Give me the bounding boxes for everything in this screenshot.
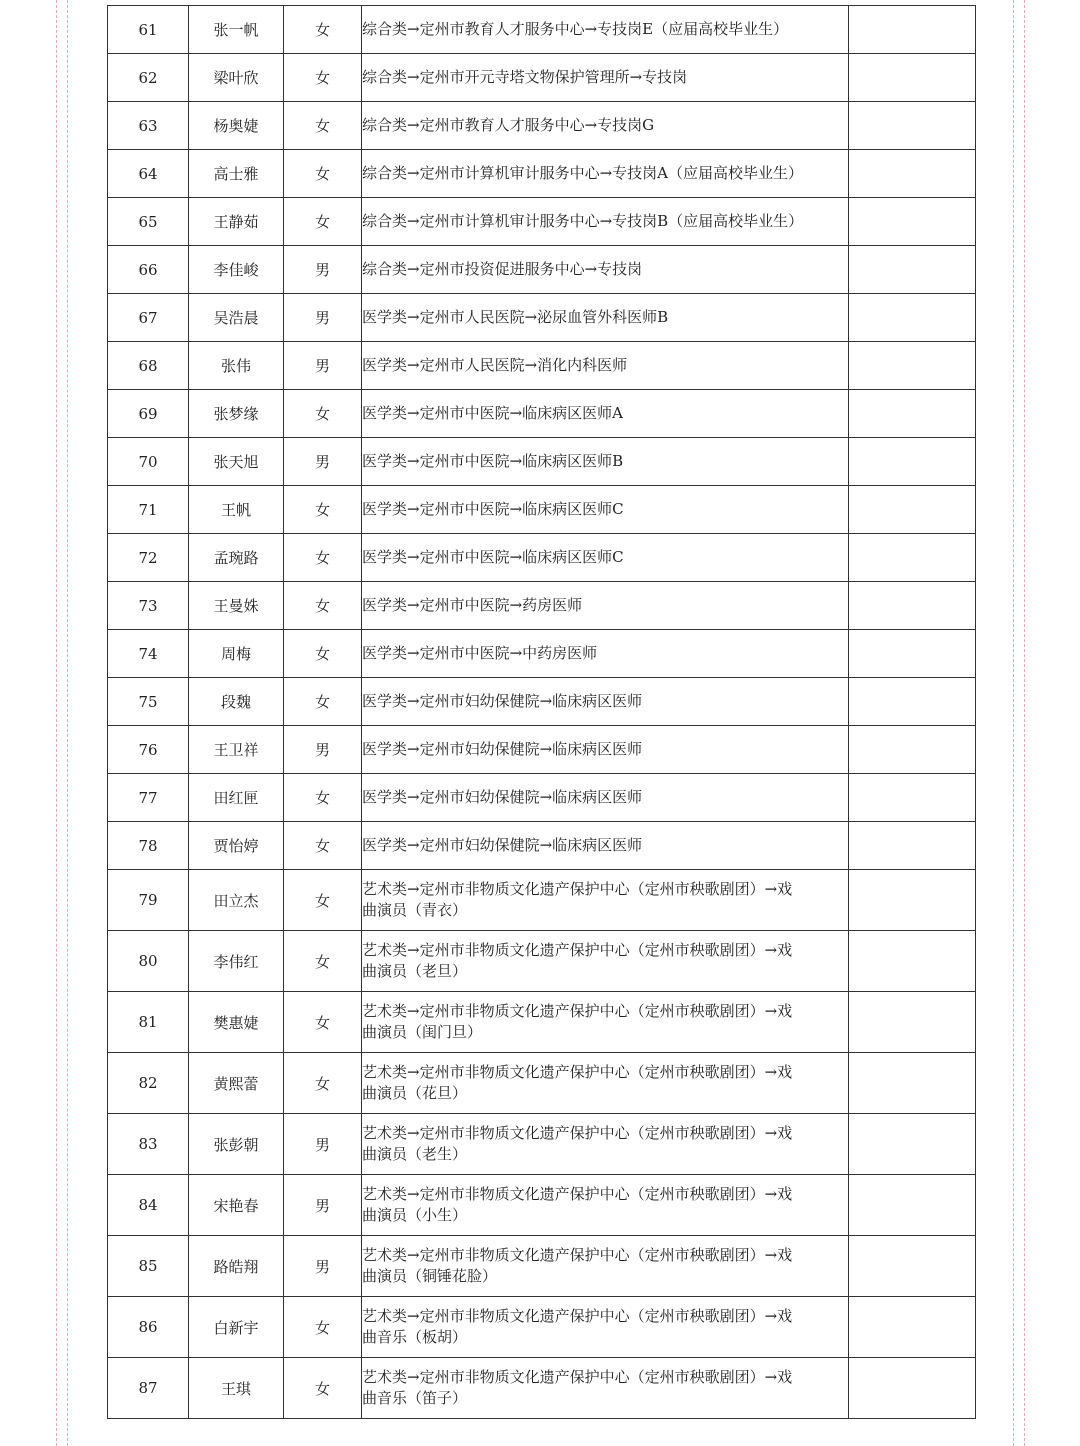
remarks-cell — [849, 678, 976, 726]
remarks-cell — [849, 726, 976, 774]
remarks-cell — [849, 54, 976, 102]
candidate-name: 杨奥婕 — [189, 102, 284, 150]
position-line: 医学类→定州市妇幼保健院→临床病区医师 — [362, 692, 643, 710]
table-row — [108, 992, 976, 1053]
position-cell — [362, 931, 849, 992]
position-line: 综合类→定州市投资促进服务中心→专技岗 — [362, 260, 643, 278]
table-row — [108, 1175, 976, 1236]
remarks-cell — [849, 1236, 976, 1297]
row-number: 73 — [108, 582, 189, 630]
row-number: 82 — [108, 1053, 189, 1114]
candidate-gender: 男 — [284, 1236, 362, 1297]
candidate-name: 李佳峻 — [189, 246, 284, 294]
candidate-name: 田立杰 — [189, 870, 284, 931]
position-line: 综合类→定州市教育人才服务中心→专技岗G — [362, 116, 655, 134]
candidate-name: 王卫祥 — [189, 726, 284, 774]
candidate-name: 段魏 — [189, 678, 284, 726]
position-cell — [362, 678, 849, 726]
table-row — [108, 1236, 976, 1297]
remarks-cell — [849, 534, 976, 582]
position-cell — [362, 1053, 849, 1114]
row-number: 78 — [108, 822, 189, 870]
candidate-name: 宋艳春 — [189, 1175, 284, 1236]
position-cell — [362, 294, 849, 342]
row-number: 77 — [108, 774, 189, 822]
row-number: 74 — [108, 630, 189, 678]
position-cell — [362, 438, 849, 486]
remarks-cell — [849, 931, 976, 992]
position-line: 综合类→定州市教育人才服务中心→专技岗E（应届高校毕业生） — [362, 20, 789, 38]
table-row — [108, 931, 976, 992]
remarks-cell — [849, 1114, 976, 1175]
candidate-name: 梁叶欣 — [189, 54, 284, 102]
row-number: 62 — [108, 54, 189, 102]
position-line: 医学类→定州市中医院→药房医师 — [362, 596, 583, 614]
candidate-gender: 男 — [284, 1114, 362, 1175]
remarks-cell — [849, 150, 976, 198]
row-number: 69 — [108, 390, 189, 438]
remarks-cell — [849, 630, 976, 678]
page-border-right — [1013, 0, 1025, 1446]
position-line: 医学类→定州市中医院→临床病区医师B — [362, 452, 624, 470]
position-line: 艺术类→定州市非物质文化遗产保护中心（定州市秧歌剧团）→戏 — [362, 1246, 793, 1264]
candidate-table-body — [108, 6, 976, 1419]
remarks-cell — [849, 774, 976, 822]
position-line: 综合类→定州市计算机审计服务中心→专技岗B（应届高校毕业生） — [362, 212, 804, 230]
position-cell — [362, 246, 849, 294]
position-cell — [362, 198, 849, 246]
row-number: 70 — [108, 438, 189, 486]
candidate-gender: 女 — [284, 486, 362, 534]
candidate-table — [107, 5, 976, 1419]
table-row — [108, 774, 976, 822]
candidate-gender: 女 — [284, 1297, 362, 1358]
position-cell — [362, 870, 849, 931]
remarks-cell — [849, 486, 976, 534]
table-row — [108, 582, 976, 630]
row-number: 86 — [108, 1297, 189, 1358]
candidate-gender: 女 — [284, 992, 362, 1053]
position-line: 艺术类→定州市非物质文化遗产保护中心（定州市秧歌剧团）→戏 — [362, 1368, 793, 1386]
candidate-gender: 女 — [284, 390, 362, 438]
table-row — [108, 1114, 976, 1175]
candidate-name: 路皓翔 — [189, 1236, 284, 1297]
position-line: 医学类→定州市人民医院→泌尿血管外科医师B — [362, 308, 669, 326]
candidate-gender: 男 — [284, 294, 362, 342]
position-cell — [362, 1236, 849, 1297]
row-number: 84 — [108, 1175, 189, 1236]
candidate-gender: 男 — [284, 726, 362, 774]
candidate-gender: 男 — [284, 1175, 362, 1236]
remarks-cell — [849, 1297, 976, 1358]
candidate-gender: 女 — [284, 150, 362, 198]
remarks-cell — [849, 6, 976, 54]
candidate-name: 王曼姝 — [189, 582, 284, 630]
candidate-name: 白新宇 — [189, 1297, 284, 1358]
table-row — [108, 534, 976, 582]
table-row — [108, 246, 976, 294]
candidate-name: 周梅 — [189, 630, 284, 678]
remarks-cell — [849, 582, 976, 630]
position-line: 综合类→定州市开元寺塔文物保护管理所→专技岗 — [362, 68, 688, 86]
candidate-gender: 女 — [284, 630, 362, 678]
position-line: 医学类→定州市中医院→临床病区医师C — [362, 548, 624, 566]
remarks-cell — [849, 390, 976, 438]
row-number: 68 — [108, 342, 189, 390]
table-row — [108, 438, 976, 486]
remarks-cell — [849, 992, 976, 1053]
candidate-gender: 女 — [284, 54, 362, 102]
remarks-cell — [849, 438, 976, 486]
candidate-gender: 女 — [284, 582, 362, 630]
remarks-cell — [849, 294, 976, 342]
candidate-name: 李伟红 — [189, 931, 284, 992]
remarks-cell — [849, 1175, 976, 1236]
table-row — [108, 486, 976, 534]
position-line: 曲音乐（笛子） — [362, 1389, 468, 1407]
position-line: 艺术类→定州市非物质文化遗产保护中心（定州市秧歌剧团）→戏 — [362, 1124, 793, 1142]
row-number: 80 — [108, 931, 189, 992]
position-line: 医学类→定州市妇幼保健院→临床病区医师 — [362, 836, 643, 854]
table-row — [108, 630, 976, 678]
candidate-gender: 女 — [284, 102, 362, 150]
position-line: 艺术类→定州市非物质文化遗产保护中心（定州市秧歌剧团）→戏 — [362, 1063, 793, 1081]
position-line: 艺术类→定州市非物质文化遗产保护中心（定州市秧歌剧团）→戏 — [362, 1307, 793, 1325]
candidate-gender: 男 — [284, 438, 362, 486]
candidate-name: 张彭朝 — [189, 1114, 284, 1175]
table-row — [108, 294, 976, 342]
table-row — [108, 822, 976, 870]
position-line: 医学类→定州市中医院→临床病区医师C — [362, 500, 624, 518]
row-number: 85 — [108, 1236, 189, 1297]
position-cell — [362, 992, 849, 1053]
position-cell — [362, 822, 849, 870]
candidate-gender: 女 — [284, 931, 362, 992]
position-line: 艺术类→定州市非物质文化遗产保护中心（定州市秧歌剧团）→戏 — [362, 880, 793, 898]
candidate-name: 王静茹 — [189, 198, 284, 246]
position-cell — [362, 102, 849, 150]
row-number: 81 — [108, 992, 189, 1053]
remarks-cell — [849, 1053, 976, 1114]
position-cell — [362, 486, 849, 534]
position-line: 医学类→定州市中医院→中药房医师 — [362, 644, 598, 662]
row-number: 61 — [108, 6, 189, 54]
remarks-cell — [849, 822, 976, 870]
candidate-gender: 女 — [284, 6, 362, 54]
candidate-name: 张伟 — [189, 342, 284, 390]
position-line: 曲演员（闺门旦） — [362, 1023, 483, 1041]
candidate-name: 黄熙蕾 — [189, 1053, 284, 1114]
position-cell — [362, 582, 849, 630]
candidate-name: 王琪 — [189, 1358, 284, 1419]
remarks-cell — [849, 870, 976, 931]
candidate-name: 张天旭 — [189, 438, 284, 486]
position-cell — [362, 1114, 849, 1175]
table-row — [108, 1358, 976, 1419]
candidate-gender: 女 — [284, 534, 362, 582]
candidate-name: 张梦缘 — [189, 390, 284, 438]
candidate-name: 王帆 — [189, 486, 284, 534]
position-cell — [362, 54, 849, 102]
remarks-cell — [849, 342, 976, 390]
table-row — [108, 390, 976, 438]
position-line: 医学类→定州市人民医院→消化内科医师 — [362, 356, 628, 374]
position-line: 曲演员（花旦） — [362, 1084, 468, 1102]
position-cell — [362, 1297, 849, 1358]
row-number: 65 — [108, 198, 189, 246]
position-cell — [362, 150, 849, 198]
candidate-name: 田红匣 — [189, 774, 284, 822]
candidate-gender: 女 — [284, 870, 362, 931]
position-cell — [362, 1358, 849, 1419]
table-row — [108, 6, 976, 54]
table-row — [108, 342, 976, 390]
position-line: 曲音乐（板胡） — [362, 1328, 468, 1346]
remarks-cell — [849, 198, 976, 246]
candidate-gender: 女 — [284, 774, 362, 822]
position-line: 曲演员（铜锤花脸） — [362, 1267, 498, 1285]
row-number: 75 — [108, 678, 189, 726]
table-row — [108, 198, 976, 246]
position-line: 曲演员（青衣） — [362, 901, 468, 919]
candidate-name: 张一帆 — [189, 6, 284, 54]
row-number: 72 — [108, 534, 189, 582]
row-number: 66 — [108, 246, 189, 294]
candidate-gender: 男 — [284, 246, 362, 294]
table-row — [108, 678, 976, 726]
candidate-name: 吴浩晨 — [189, 294, 284, 342]
candidate-gender: 女 — [284, 198, 362, 246]
row-number: 87 — [108, 1358, 189, 1419]
table-row — [108, 150, 976, 198]
position-cell — [362, 1175, 849, 1236]
position-cell — [362, 6, 849, 54]
position-line: 艺术类→定州市非物质文化遗产保护中心（定州市秧歌剧团）→戏 — [362, 1002, 793, 1020]
position-line: 综合类→定州市计算机审计服务中心→专技岗A（应届高校毕业生） — [362, 164, 803, 182]
remarks-cell — [849, 1358, 976, 1419]
remarks-cell — [849, 246, 976, 294]
position-cell — [362, 774, 849, 822]
position-cell — [362, 630, 849, 678]
row-number: 67 — [108, 294, 189, 342]
position-cell — [362, 390, 849, 438]
candidate-name: 孟琬路 — [189, 534, 284, 582]
page-border-left — [56, 0, 68, 1446]
row-number: 71 — [108, 486, 189, 534]
table-row — [108, 870, 976, 931]
position-line: 曲演员（老生） — [362, 1145, 468, 1163]
table-row — [108, 726, 976, 774]
position-line: 曲演员（小生） — [362, 1206, 468, 1224]
row-number: 64 — [108, 150, 189, 198]
row-number: 83 — [108, 1114, 189, 1175]
position-cell — [362, 342, 849, 390]
position-line: 医学类→定州市妇幼保健院→临床病区医师 — [362, 740, 643, 758]
position-cell — [362, 726, 849, 774]
remarks-cell — [849, 102, 976, 150]
candidate-gender: 女 — [284, 1358, 362, 1419]
table-row — [108, 1053, 976, 1114]
candidate-name: 樊惠婕 — [189, 992, 284, 1053]
row-number: 76 — [108, 726, 189, 774]
row-number: 63 — [108, 102, 189, 150]
position-line: 曲演员（老旦） — [362, 962, 468, 980]
candidate-name: 高士雅 — [189, 150, 284, 198]
position-line: 艺术类→定州市非物质文化遗产保护中心（定州市秧歌剧团）→戏 — [362, 1185, 793, 1203]
candidate-gender: 女 — [284, 1053, 362, 1114]
table-row — [108, 54, 976, 102]
candidate-gender: 女 — [284, 822, 362, 870]
candidate-gender: 男 — [284, 342, 362, 390]
row-number: 79 — [108, 870, 189, 931]
candidate-name: 贾怡婷 — [189, 822, 284, 870]
position-line: 医学类→定州市中医院→临床病区医师A — [362, 404, 623, 422]
candidate-gender: 女 — [284, 678, 362, 726]
position-line: 医学类→定州市妇幼保健院→临床病区医师 — [362, 788, 643, 806]
position-cell — [362, 534, 849, 582]
table-row — [108, 102, 976, 150]
position-line: 艺术类→定州市非物质文化遗产保护中心（定州市秧歌剧团）→戏 — [362, 941, 793, 959]
table-row — [108, 1297, 976, 1358]
